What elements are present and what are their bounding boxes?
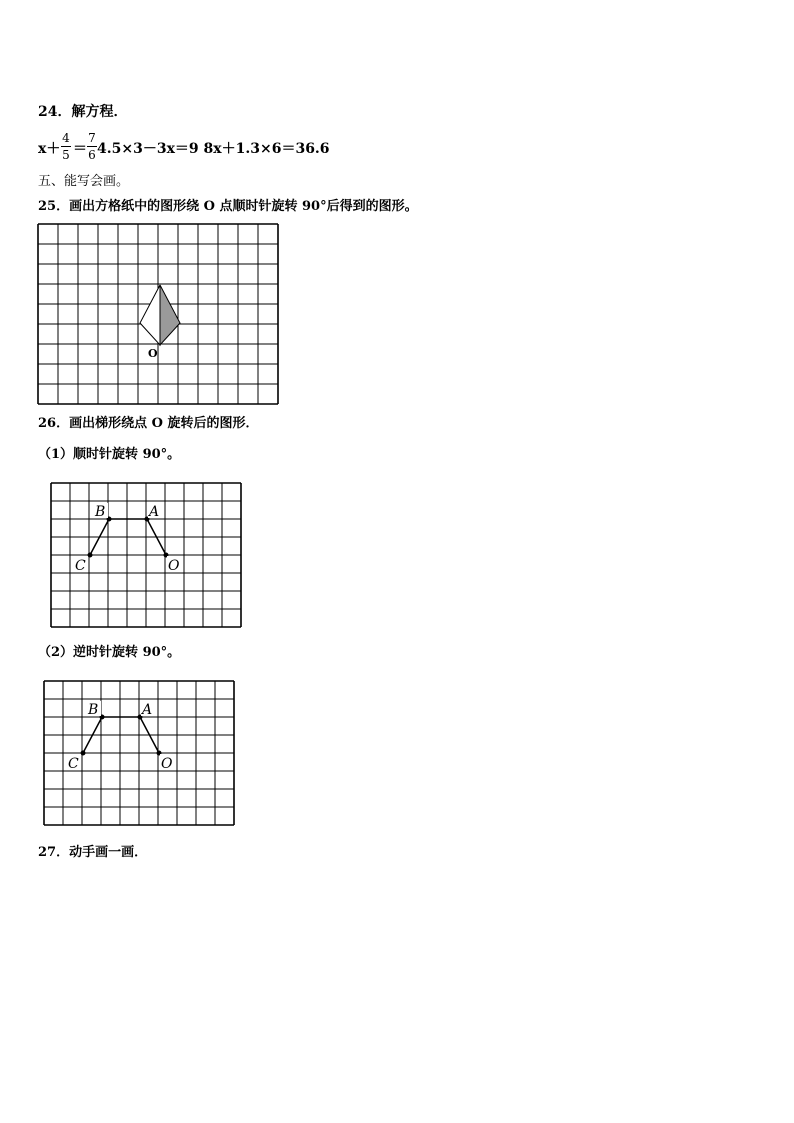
q26-title: 26．画出梯形绕点 O 旋转后的图形． xyxy=(38,416,259,431)
fraction-denominator: 5 xyxy=(62,148,70,162)
fraction-bar xyxy=(61,146,71,147)
q27-title: 27．动手画一画． xyxy=(38,845,148,860)
eq1-prefix: x＋ xyxy=(38,141,61,157)
grid-lines xyxy=(51,483,241,627)
q26-grid1-figure xyxy=(51,483,243,628)
point-c-label: C xyxy=(75,558,86,574)
q26-part1: （1）顺时针旋转 90°。 xyxy=(38,447,181,462)
point-a-label: A xyxy=(149,504,160,520)
point-c-label: C xyxy=(68,756,79,772)
grid-lines xyxy=(44,681,234,825)
q25-title: 25．画出方格纸中的图形绕 O 点顺时针旋转 90°后得到的图形。 xyxy=(38,199,418,214)
kite-shaded-half xyxy=(160,285,180,345)
fraction-denominator: 6 xyxy=(88,148,96,162)
q26-part2: （2）逆时针旋转 90°。 xyxy=(38,645,181,660)
point-c-dot xyxy=(88,553,93,558)
fraction-numerator: 7 xyxy=(88,131,96,145)
point-o-label: O xyxy=(161,756,173,772)
point-o-label: O xyxy=(168,558,180,574)
point-b-label: B xyxy=(88,702,99,718)
fraction-numerator: 4 xyxy=(62,131,70,145)
equations-rest: 4.5×3－3x＝9 8x＋1.3×6＝36.6 xyxy=(97,141,330,157)
point-a-label: A xyxy=(142,702,153,718)
point-c-dot xyxy=(81,751,86,756)
point-b-label: B xyxy=(95,504,106,520)
eq1-equals: ＝ xyxy=(73,141,87,157)
q24-title: 24．解方程． xyxy=(38,104,128,120)
kite-left-half xyxy=(140,285,160,345)
q25-grid-figure xyxy=(38,224,280,406)
point-o-label: O xyxy=(148,347,158,360)
q26-grid2-figure xyxy=(44,681,236,826)
fraction-4-5 xyxy=(60,131,72,162)
fraction-bar xyxy=(87,146,97,147)
section-five-title: 五、能写会画。 xyxy=(38,174,130,189)
